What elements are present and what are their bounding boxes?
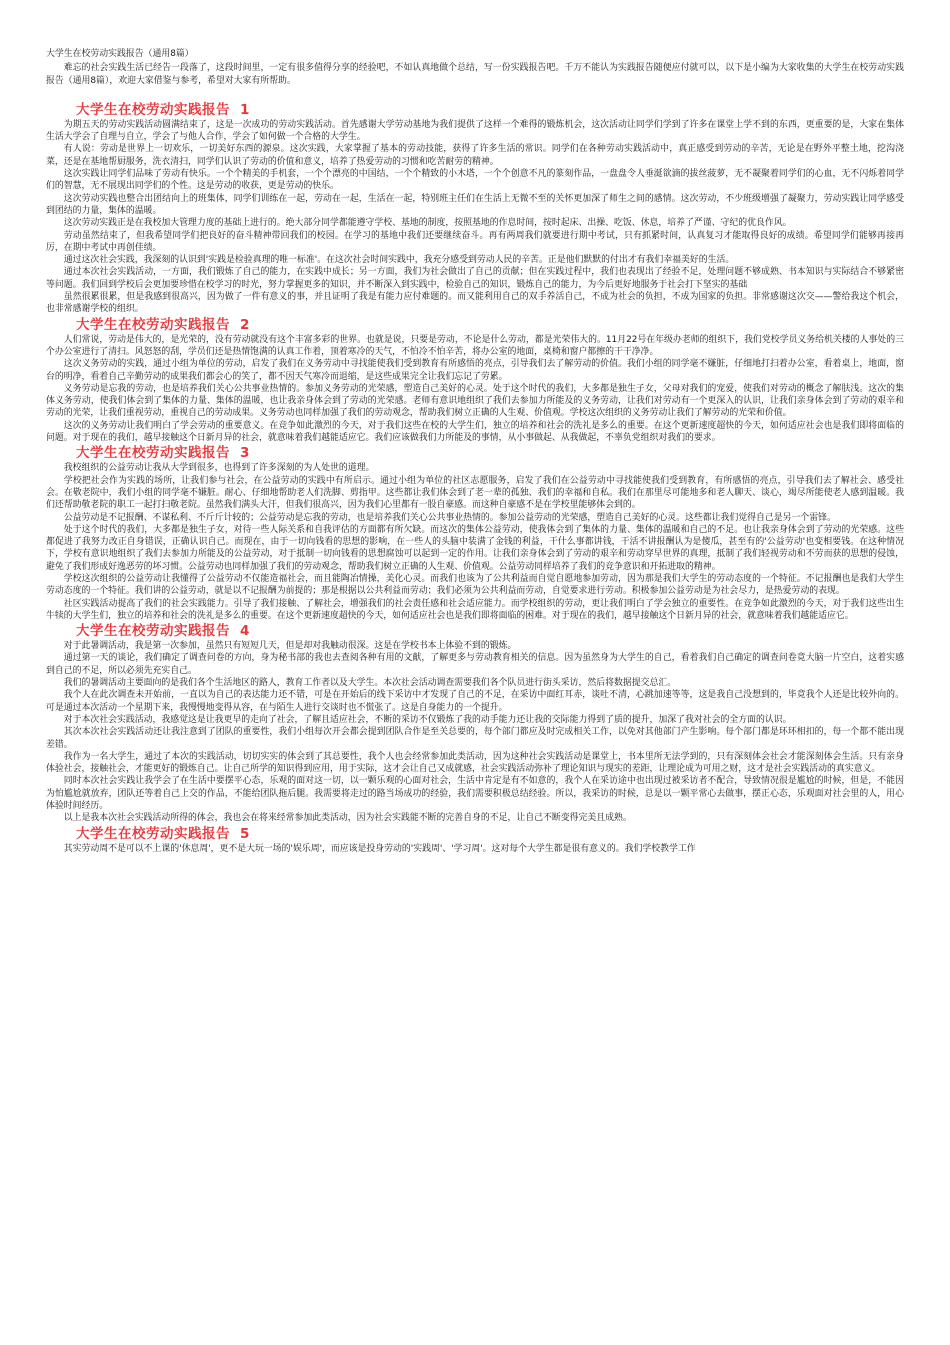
section-paragraph: 义务劳动是忘我的劳动，也是培养我们关心公共事业热情的。参加义务劳动的光荣感，塑造自己美好的心灵。处于这个时代的我们，大多都是独生子女，父母对我们的宠爱，使我们对劳动的概念了解肤浅。这次的集体义务劳动，使我们体会到了集体的力量、集体的温暖，也让我亲身体会到了劳动的光荣感。老师有意识地组织了我们去参加力所能及的义务劳动，让我们对劳动有一个更深入的认识，让我们亲身体会到了劳动的艰辛和劳动的光荣，让我们重视劳动，重视自己的劳动成果。义务劳动也同样加强了我们的劳动观念，帮助我们树立正确的人生观、价值观。学校这次组织的义务劳动让我们了解劳动的光荣和价值。 <box>46 383 904 419</box>
spacer <box>46 87 904 101</box>
section-paragraph: 其实劳动周不是可以不上课的'休息周'，更不是大玩一场的'娱乐周'，而应该是投身劳动的'实践周'、'学习周'。这对每个大学生都是很有意义的。我们学校教学工作 <box>63 843 696 854</box>
section-paragraph: 虽然很累很累，但是我感到很高兴，因为做了一件有意义的事，并且证明了我是有能力应付难题的。而又能利用自己的双手养活自己，不成为社会的负担，不成为国家的负担。非常感谢这次交——警给我这个机会，也非常感谢学校的组织。 <box>46 292 904 315</box>
section-paragraph: 我校组织的公益劳动让我从大学到很多，也得到了许多深刻的为人处世的道理。 <box>63 463 375 474</box>
section-paragraph: 这次的义务劳动让我们明白了学会劳动的重要意义。在竞争如此激烈的今天，对于我们这些在校的大学生们，独立的培养和社会的洗礼是多么的重要。在这个更新速度超快的今天，如何适应社会也是我们即将面临的问题。对于现在的我们，越早接触这个日新月异的社会，就意味着我们越能适应它。我们应该做我们力所能及的事情，从小事做起、从我做起，不辜负党组织对我们的要求。 <box>46 420 904 444</box>
section-paragraph: 我个人在此次调查未开始前，一直以为自己的表达能力还不错，可是在开始后的线下采访中才发现了自己的不足，在采访中面红耳赤，谈吐不清，心跳加速等等，这是我自己没想到的，毕竟我个人还是比较外向的。可是通过本次活动一个星期下来，我慢慢地变得从容，在与陌生人进行交谈时也不慌张了。这是自身能力的一个提升。 <box>46 690 904 713</box>
section-paragraph: 社区实践活动提高了我们的社会实践能力。引导了我们接触、了解社会，增强我们的社会责任感和社会适应能力。而学校组织的劳动，更让我们明白了学会独立的重要性。在竞争如此激烈的今天，对于我们这些出生牛犊的大学生们，独立的培养和社会的洗礼是多么的重要。在这个更新速度超快的今天，如何适应社会也是我们即将面临的困难。对于现在的我们，越早接触这个日新月异的社会，就意味着我们越能适应它。 <box>46 598 904 621</box>
section-heading-text: 大学生在校劳动实践报告 <box>76 445 230 462</box>
section-number: 2 <box>240 316 250 333</box>
section-heading-5 <box>46 825 904 843</box>
intro-paragraph: 难忘的社会实践生活已经告一段落了，这段时间里，一定有很多值得分享的经验吧，不如认真地做个总结，写一份实践报告吧。千万不能认为实践报告随便应付就可以，以下是小编为大家收集的大学生在校劳动实践报告（通用8篇），欢迎大家借鉴与参考，希望对大家有所帮助。 <box>46 63 904 86</box>
section-number: 3 <box>240 445 250 462</box>
section-heading-text: 大学生在校劳动实践报告 <box>76 101 230 118</box>
section-paragraph: 这次劳动实践也整合出团结向上的班集体，同学们训练在一起，劳动在一起，生活在一起，特别班主任们在生活上无微不至的关怀更加深了师生之间的感情。这次劳动，不少班级增强了凝聚力，劳动实践让同学感受到团结的力量，集体的温暖。 <box>46 193 904 216</box>
section-paragraph: 我们的暑调活动主要面向的是我们各个生活地区的路人，教育工作者以及大学生。本次社会活动调查需要我们各个队员进行街头采访，然后将数据提交总汇。 <box>63 678 677 689</box>
section-number: 4 <box>240 623 250 640</box>
section-paragraph: 学校把社会作为实践的场所，让我们参与社会，在公益劳动的实践中有所启示。通过小组为单位的社区志愿服务，启发了我们在公益劳动中寻找能使我们受到教育，有所感悟的亮点，引导我们去了解社会、感受社会。在敬老院中，我们小组的同学毫不嫌脏。耐心、仔细地帮助老人们洗脚、剪指甲。这些都让我们体会到了老一辈的孤独、我们的幸福和自私。我们在那里尽可能地多和老人聊天、谈心，竭尽所能使老人感到温暖。我们还帮助敬老院的职工一起打扫敬老院。虽然我们满头大汗，但我们很高兴，因为我们心里都有一股自豪感。而这种自豪感不是在学校里能够体会到的。 <box>46 475 904 511</box>
section-paragraph: 同时本次社会实践让我学会了在生活中要摆平心态，乐观的面对这一切，以一颗乐观的心面对社会，生活中肯定是有不如意的，我个人在采访途中也出现过被采访者不配合，导致情况很是尴尬的时候，但是，不能因为怕尴尬就放弃，团队还等着自己上交的作品，不能给团队拖后腿。我需要将走过的路当场成功的经验，我们需要积极总结经验。所以，我采访的时候，总是以一颗平常心去做事，摆正心态，乐观面对社会里的人，用心体验时间经历。 <box>46 776 904 812</box>
section-heading-text: 大学生在校劳动实践报告 <box>76 316 230 333</box>
section-paragraph: 人们常说，劳动是伟大的，是光荣的，没有劳动就没有这个丰富多彩的世界。也就是说，只要是劳动，不论是什么劳动，都是光荣伟大的。11月22号在年级办老师的组织下，我们党校学员义务给机关楼的人事处的三个办公室进行了清扫。风怒怒的刮，学员们还是热情饱满的认真工作着，顶着寒冷的天气，不怕冷不怕辛苦，将办公室的地面，桌椅和窗户都擦的干干净净。 <box>46 334 904 357</box>
sections-container <box>46 101 904 855</box>
section-paragraph: 为期五天的劳动实践活动圆满结束了，这是一次成功的劳动实践活动。首先感谢大学劳动基地为我们提供了这样一个难得的锻炼机会，这次活动让同学们学到了许多在课堂上学不到的东西，更重要的是，大家在集体生活大学会了自理与自立，学会了与他人合作，学会了如何做一个合格的大学生。 <box>46 119 904 143</box>
section-heading-text: 大学生在校劳动实践报告 <box>76 623 230 640</box>
section-paragraph: 学校这次组织的公益劳动让我懂得了公益劳动不仅能造福社会，而且能陶冶情操，美化心灵。而我们也该为了公共利益而自觉自愿地参加劳动，因为那是我们大学生的劳动态度的一个特征。不记报酬也是我们大学生劳动态度的一个特征。我们讲的公益劳动，就是以不记报酬为前提的；那是根据以公共利益而劳动；我们必须为公共利益而劳动，自觉要求进行劳动。积极参加公益劳动是为社会尽力，是热爱劳动的表现。 <box>46 573 904 597</box>
section-number: 5 <box>240 825 250 842</box>
section-paragraph: 有人说：劳动是世界上一切欢乐，一切美好东西的源泉。这次实践，大家掌握了基本的劳动技能，获得了许多生活的常识。同学们在各种劳动实践活动中，真正感受到劳动的辛苦，无论是在野外平整土地，挖沟浇菜，还是在基地帮厨服务，洗衣清扫，同学们认识了劳动的价值和意义，培养了热爱劳动的习惯和吃苦耐劳的精神。 <box>46 144 904 167</box>
section-heading-3 <box>46 444 904 462</box>
section-paragraph: 通过第一天的谈论，我们确定了调查问卷的方向，身为秘书部的我也去查阅各种有用的文献，了解更多与劳动教育相关的信息。因为虽然身为大学生的自己，看着我们自己确定的调查问卷竟大脑一片空白，这着实感到自己的不足，所以必须先充实自己。 <box>46 653 904 676</box>
section-paragraph: 通过这次社会实践，我深刻的认识到'实践是检验真理的唯一标准'。在这次社会时间实践中，我充分感受到劳动人民的辛苦。正是他们默默的付出才有我们幸福美好的生活。 <box>63 255 735 266</box>
section-paragraph: 对于此暑调活动，我是第一次参加，虽然只有短短几天，但是却对我触动很深。这是在学校书本上体验不到的锻炼。 <box>63 641 517 652</box>
document-page <box>46 48 904 855</box>
section-paragraph: 以上是我本次社会实践活动所得的体会，我也会在将来经常参加此类活动，因为社会实践能不断的完善自身的不足，让自己不断变得完美且成熟。 <box>63 813 632 824</box>
section-paragraph: 处于这个时代的我们，大多都是独生子女，对待一些人际关系和自我评估的方面都有所欠缺。而这次的集体公益劳动，使我体会到了集体的力量、集体的温暖和自己的不足。也让我亲身体会到了劳动的光荣感。这些都促进了我努力改正自身错误，正确认识自己。而现在，由于一切向钱看的思想的影响，在一些人的头脑中装满了金钱的利益，干什么事都讲钱，干活不讲报酬认为是傻瓜，甚至有的'公益劳动'也变相要钱。在这种情况下，学校有意识地组织了我们去参加力所能及的公益劳动，对于抵制一切向钱看的思想腐蚀可以起到一定的作用。让我们亲身体会到了劳动的艰辛和劳动穿早世界的真理，抵制了我们轻视劳动和不劳而获的思想的侵蚀，避免了我们形成好逸恶劳的坏习惯。公益劳动也同样加强了我们的劳动观念，帮助我们树立正确的人生观、价值观。公益劳动同样培养了我们的竞争意识和开拓进取的精神。 <box>46 524 904 572</box>
section-paragraph: 通过本次社会实践活动，一方面，我们锻炼了自己的能力，在实践中成长；另一方面，我们为社会做出了自己的贡献；但在实践过程中，我们也表现出了经验不足，处理问题不够成熟、书本知识与实际结合不够紧密等问题。我们回到学校后会更加要珍惜在校学习的时光，努力掌握更多的知识，并不断深入到实践中，检验自己的知识，锻炼自己的能力，为今后更好地服务于社会打下坚实的基础 <box>46 267 904 290</box>
section-paragraph: 我作为一名大学生，通过了本次的实践活动，切切实实的体会到了其总要性，我个人也会经常参加此类活动，因为这种社会实践活动是课堂上，书本里所无法学到的，只有深刻体会社会才能深刻体会生活。只有亲身体验社会，接触社会，才能更好的锻炼自己。让自己所学的知识得到应用，用于实际，这才会让自己又成就感，社会实践活动弥补了理论知识与现实的差距，让理论成为可用之财，这才是社会实践活动的真实意义。 <box>46 751 904 775</box>
section-paragraph: 劳动虽然结束了，但我希望同学们把良好的奋斗精神带回我们的校园。在学习的基地中我们还要继续奋斗。再有两周我们就要进行期中考试，只有抓紧时间，认真复习才能取得良好的成绩。希望同学们能够再接再厉，在期中考试中再创佳绩。 <box>46 230 904 253</box>
section-heading-text: 大学生在校劳动实践报告 <box>76 825 230 842</box>
document-title: 大学生在校劳动实践报告（通用8篇） <box>46 49 194 59</box>
section-paragraph: 这次劳动实践正是在我校加大管理力度的基础上进行的。绝大部分同学都能遵守学校、基地的制度，按照基地的作息时间，按时起床、出操、吃饭、休息，培养了严谨、守纪的优良作风。 <box>63 218 792 229</box>
section-heading-4 <box>46 622 904 640</box>
section-number: 1 <box>240 101 250 118</box>
section-heading-2 <box>46 316 904 334</box>
section-paragraph: 这次义务劳动的实践，通过小组为单位的劳动，启发了我们在义务劳动中寻找能使我们受到教育有所感悟的亮点，引导我们去了解劳动的价值。我们小组的同学毫不嫌脏，仔细地打扫着办公室，看着桌上，地面，窗台的明净，看着自己辛勤劳动的成果我们都会心的笑了，都不因天气寒冷而退缩，是这些成果完全让我们忘记了劳累。 <box>46 359 904 382</box>
section-paragraph: 其次本次社会实践活动还让我注意到了团队的重要性，我们小组每次开会都会提到团队合作是至关总要的，每个部门都应及时完成相关工作，以免对其他部门产生影响。每个部门都是环环相扣的，每一个都不能出现差错。 <box>46 727 904 750</box>
section-paragraph: 对于本次社会实践活动，我感觉这是让我更早的走向了社会，了解且适应社会，不断的采访不仅锻炼了我的动手能力还让我的交际能力得到了质的提升，加深了我对社会的全方面的认识。 <box>63 714 792 725</box>
section-paragraph: 公益劳动是不记报酬、不谋私利、不斤斤计较的；公益劳动是忘我的劳动，也是培养我们关心公共事业热情的。参加公益劳动的光荣感，塑造自己美好的心灵。这些都让我们觉得自己是另一个雷锋。 <box>63 512 836 523</box>
section-paragraph: 这次实践让同学们品味了劳动有快乐。一个个精美的手机套，一个个漂亮的中国结，一个个精致的小木塔，一个个创意不凡的篆刻作品，一盘盘令人垂涎欲滴的拔丝菠萝，无不凝聚着同学们的心血，无不闪烁着同学们的智慧，无不展现出同学们的个性。这是劳动的收获，更是劳动的快乐。 <box>46 169 904 192</box>
section-heading-1 <box>46 101 904 119</box>
